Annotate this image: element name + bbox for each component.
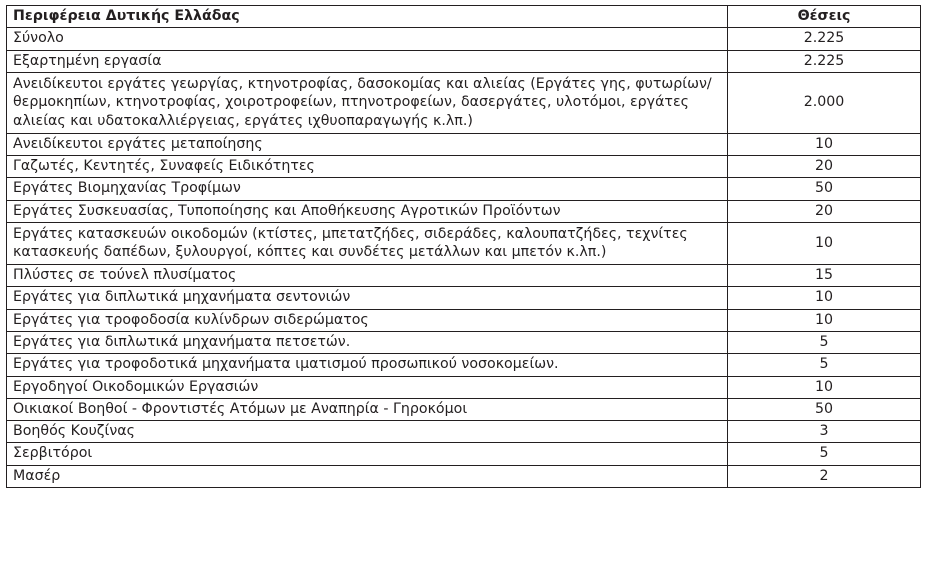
row-label: Εργάτες για τροφοδοσία κυλίνδρων σιδερώματος — [7, 309, 728, 331]
table-row — [7, 354, 921, 376]
row-label: Εργάτες Βιομηχανίας Τροφίμων — [7, 178, 728, 200]
row-label: Εργοδηγοί Οικοδομικών Εργασιών — [7, 376, 728, 398]
table-row — [7, 50, 921, 72]
table-row — [7, 28, 921, 50]
row-label: Σερβιτόροι — [7, 443, 728, 465]
row-value: 2.000 — [728, 72, 921, 133]
row-value: 20 — [728, 156, 921, 178]
row-label: Γαζωτές, Κεντητές, Συναφείς Ειδικότητες — [7, 156, 728, 178]
table-row — [7, 331, 921, 353]
row-value: 10 — [728, 376, 921, 398]
row-value: 5 — [728, 443, 921, 465]
row-value: 10 — [728, 223, 921, 265]
row-label: Εργάτες για διπλωτικά μηχανήματα σεντονιών — [7, 287, 728, 309]
row-label: Ανειδίκευτοι εργάτες μεταποίησης — [7, 133, 728, 155]
table-row — [7, 465, 921, 487]
row-label: Εργάτες Συσκευασίας, Τυποποίησης και Αποθήκευσης Αγροτικών Προϊόντων — [7, 200, 728, 222]
row-value: 2.225 — [728, 28, 921, 50]
row-label: Εργάτες για τροφοδοτικά μηχανήματα ιματισμού προσωπικού νοσοκομείων. — [7, 354, 728, 376]
row-label: Σύνολο — [7, 28, 728, 50]
row-value: 2 — [728, 465, 921, 487]
header-positions: Θέσεις — [728, 6, 921, 28]
table-row — [7, 72, 921, 133]
row-value: 10 — [728, 309, 921, 331]
row-label: Εργάτες για διπλωτικά μηχανήματα πετσετών. — [7, 331, 728, 353]
row-value: 10 — [728, 287, 921, 309]
table-row — [7, 223, 921, 265]
table-row — [7, 309, 921, 331]
table-row — [7, 265, 921, 287]
row-value: 20 — [728, 200, 921, 222]
row-value: 50 — [728, 178, 921, 200]
row-value: 5 — [728, 331, 921, 353]
table-row — [7, 200, 921, 222]
row-label: Εξαρτημένη εργασία — [7, 50, 728, 72]
row-value: 10 — [728, 133, 921, 155]
table-header-row — [7, 6, 921, 28]
row-value: 3 — [728, 421, 921, 443]
row-label: Πλύστες σε τούνελ πλυσίματος — [7, 265, 728, 287]
table-row — [7, 421, 921, 443]
table-row — [7, 133, 921, 155]
row-label: Ανειδίκευτοι εργάτες γεωργίας, κτηνοτροφίας, δασοκομίας και αλιείας (Εργάτες γης, φυτωρίων/θερμοκηπίων, κτηνοτροφίας, χοιροτροφείων, πτηνοτροφείων, δασεργάτες, υλοτόμοι, εργάτες αλιείας και υδατοκαλλιέργειας, εργάτες ιχθυοπαραγωγής κ.λπ.) — [7, 72, 728, 133]
row-value: 5 — [728, 354, 921, 376]
table-row — [7, 398, 921, 420]
table-row — [7, 178, 921, 200]
row-value: 50 — [728, 398, 921, 420]
table-row — [7, 287, 921, 309]
row-label: Βοηθός Κουζίνας — [7, 421, 728, 443]
table-row — [7, 156, 921, 178]
header-region: Περιφέρεια Δυτικής Ελλάδας — [7, 6, 728, 28]
positions-table — [6, 5, 921, 488]
row-label: Οικιακοί Βοηθοί - Φροντιστές Ατόμων με Αναπηρία - Γηροκόμοι — [7, 398, 728, 420]
table-row — [7, 376, 921, 398]
row-label: Μασέρ — [7, 465, 728, 487]
table-row — [7, 443, 921, 465]
row-value: 2.225 — [728, 50, 921, 72]
page-content — [6, 5, 921, 488]
row-value: 15 — [728, 265, 921, 287]
row-label: Εργάτες κατασκευών οικοδομών (κτίστες, μπετατζήδες, σιδεράδες, καλουπατζήδες, τεχνίτες κατασκευής δαπέδων, ξυλουργοί, κόπτες και συνδέτες μετάλλων και μπετόν κ.λπ.) — [7, 223, 728, 265]
